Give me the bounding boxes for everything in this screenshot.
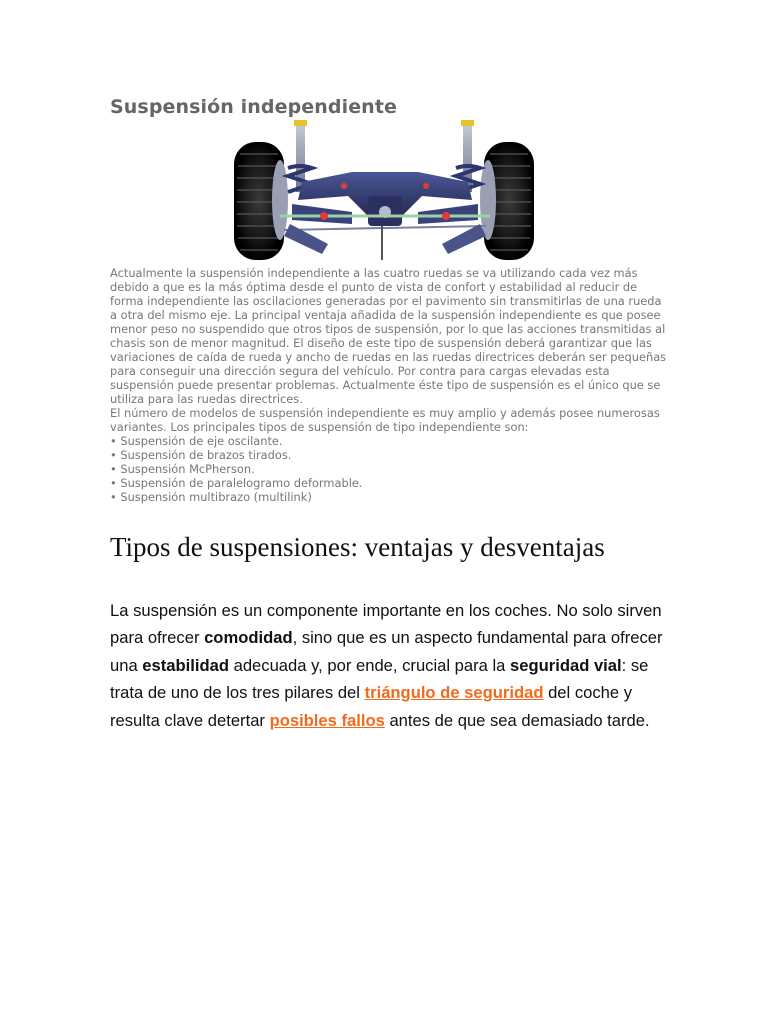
paragraph-text: , sino que es un aspecto fundamental para ofrecer una — [110, 628, 663, 675]
section-body — [110, 266, 670, 504]
bold-estabilidad: estabilidad — [142, 655, 229, 675]
paragraph-text: La suspensión es un componente importante en los coches. No solo sirven para ofrecer — [110, 601, 662, 648]
list-item: • Suspensión McPherson. — [110, 462, 670, 476]
list-item: • Suspensión de brazos tirados. — [110, 448, 670, 462]
subframe — [280, 172, 490, 260]
paragraph-text: del coche y resulta clave detertar — [110, 683, 633, 730]
bold-comodidad: comodidad — [204, 628, 293, 648]
bold-seguridad-vial: seguridad vial — [510, 655, 622, 675]
paragraph-text: antes de que sea demasiado tarde. — [384, 710, 650, 730]
right-wheel — [480, 142, 534, 260]
suspension-types-list — [110, 434, 670, 504]
left-wheel — [234, 142, 288, 260]
list-item: • Suspensión de paralelogramo deformable. — [110, 476, 670, 490]
section-title: Suspensión independiente — [110, 96, 397, 118]
section-paragraph-2: El número de modelos de suspensión independiente es muy amplio y además posee numerosas variantes. Los principales tipos de suspensión de tipo independiente son: — [110, 406, 660, 434]
section-paragraph-1: Actualmente la suspensión independiente a las cuatro ruedas se va utilizando cada vez más debido a que es la más óptima desde el punto de vista de confort y estabilidad al reducir de forma independiente las oscilaciones generadas por el pavimento sin transmitirlas de una rueda a otra del mismo eje. La principal ventaja añadida de la suspensión independiente es que posee menor peso no suspendido que otros tipos de suspensión, por lo que las acciones transmitidas al chasis son de menor magnitud. El diseño de este tipo de suspensión deberá garantizar que las variaciones de caída de rueda y ancho de ruedas en las ruedas directrices deberán ser pequeñas para conseguir una dirección segura del vehículo. Por contra para cargas elevadas esta suspensión puede presentar problemas. Actualmente éste tipo de suspensión es el único que se utiliza para las ruedas directrices. — [110, 266, 667, 406]
list-item: • Suspensión multibrazo (multilink) — [110, 490, 670, 504]
suspension-axle-illustration — [232, 120, 538, 266]
paragraph-text: : se trata de uno de los tres pilares del — [110, 655, 649, 703]
link-posibles-fallos[interactable]: posibles fallos — [269, 710, 385, 730]
list-item: • Suspensión de eje oscilante. — [110, 434, 670, 448]
link-triangulo-de-seguridad[interactable]: triángulo de seguridad — [364, 683, 544, 703]
article-heading: Tipos de suspensiones: ventajas y desventajas — [110, 532, 605, 562]
article-paragraph — [110, 597, 670, 734]
paragraph-text: adecuada y, por ende, crucial para la — [228, 655, 511, 675]
